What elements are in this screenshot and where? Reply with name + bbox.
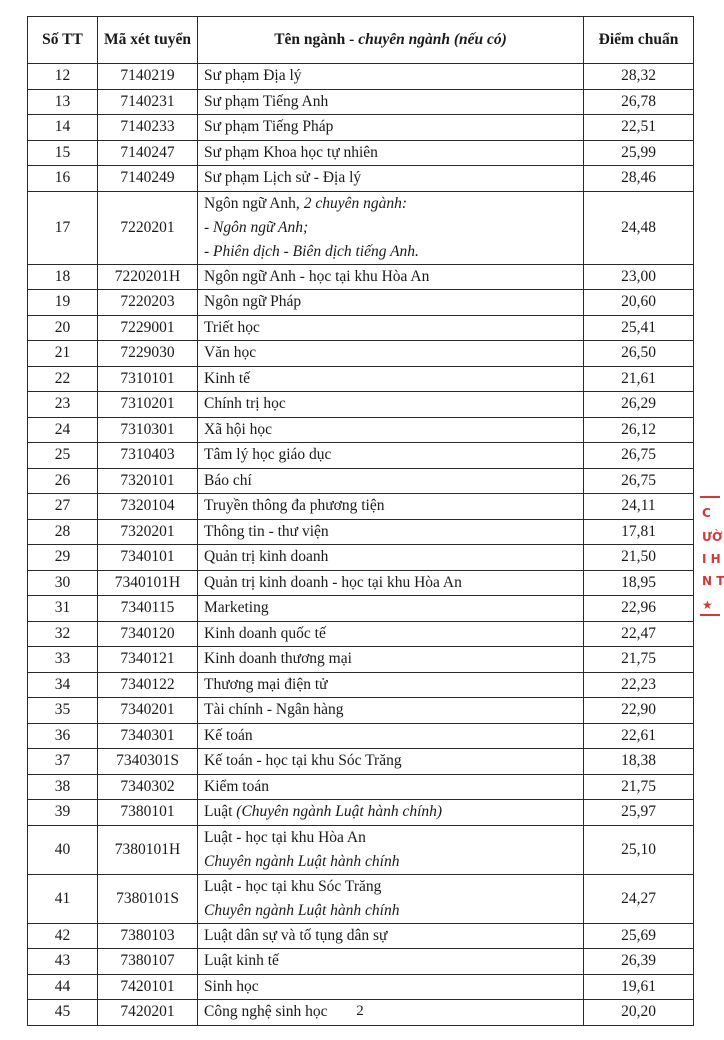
- major-name-line: [204, 265, 577, 289]
- major-name-line: [204, 647, 577, 671]
- table-row: [28, 140, 694, 166]
- row-code: 7340120: [98, 621, 198, 647]
- major-name-line: [204, 775, 577, 799]
- major-name-text: Ngôn ngữ Anh,: [204, 194, 304, 212]
- major-name-line: [204, 571, 577, 595]
- row-code: 7340122: [98, 672, 198, 698]
- major-name-line: [204, 698, 577, 722]
- row-code: 7380101S: [98, 874, 198, 923]
- major-name-text: Tài chính - Ngân hàng: [204, 701, 344, 719]
- row-major-name: [198, 672, 584, 698]
- row-index: 41: [28, 874, 98, 923]
- major-name-text: Xã hội học: [204, 420, 273, 438]
- row-cutoff-score: 21,61: [584, 366, 694, 392]
- major-name-text: Kinh doanh quốc tế: [204, 624, 326, 642]
- table-row: [28, 874, 694, 923]
- row-major-name: [198, 264, 584, 290]
- row-index: 12: [28, 64, 98, 90]
- row-major-name: [198, 64, 584, 90]
- table-row: [28, 974, 694, 1000]
- row-major-name: [198, 392, 584, 418]
- row-code: 7320104: [98, 494, 198, 520]
- row-index: 43: [28, 949, 98, 975]
- major-name-line: [204, 975, 577, 999]
- row-cutoff-score: 25,69: [584, 923, 694, 949]
- header-major-name-italic: chuyên ngành (nếu có): [358, 31, 507, 48]
- row-cutoff-score: 21,50: [584, 545, 694, 571]
- row-major-name: [198, 115, 584, 141]
- specialization-line: Chuyên ngành Luật hành chính: [204, 901, 400, 919]
- row-major-name: [198, 315, 584, 341]
- row-index: 28: [28, 519, 98, 545]
- table-row: [28, 392, 694, 418]
- row-code: 7340302: [98, 774, 198, 800]
- row-major-name: [198, 468, 584, 494]
- row-index: 44: [28, 974, 98, 1000]
- major-name-text: Tâm lý học giáo dục: [204, 446, 332, 464]
- row-cutoff-score: 25,97: [584, 800, 694, 826]
- major-name-text: Kinh doanh thương mại: [204, 650, 352, 668]
- major-name-text: Quản trị kinh doanh - học tại khu Hòa An: [204, 573, 462, 591]
- major-name-text: Truyền thông đa phương tiện: [204, 497, 385, 515]
- row-index: 20: [28, 315, 98, 341]
- major-name-line: [204, 749, 577, 773]
- row-index: 22: [28, 366, 98, 392]
- row-index: 36: [28, 723, 98, 749]
- table-row: [28, 494, 694, 520]
- table-row: [28, 264, 694, 290]
- stamp-lettering: C: [702, 506, 711, 520]
- major-name-line: [204, 418, 577, 442]
- row-major-name: [198, 494, 584, 520]
- row-cutoff-score: 24,11: [584, 494, 694, 520]
- major-name-line: [204, 875, 577, 899]
- row-code: 7380101: [98, 800, 198, 826]
- row-code: 7140249: [98, 166, 198, 192]
- admission-score-table: [27, 16, 694, 1026]
- row-major-name: [198, 698, 584, 724]
- table-row: [28, 64, 694, 90]
- row-index: 38: [28, 774, 98, 800]
- row-index: 23: [28, 392, 98, 418]
- row-cutoff-score: 22,23: [584, 672, 694, 698]
- table-row: [28, 774, 694, 800]
- major-name-line: [204, 800, 577, 824]
- row-code: 7340101: [98, 545, 198, 571]
- row-index: 40: [28, 825, 98, 874]
- row-major-name: [198, 774, 584, 800]
- row-cutoff-score: 21,75: [584, 774, 694, 800]
- major-name-text: Luật: [204, 803, 237, 821]
- row-cutoff-score: 28,32: [584, 64, 694, 90]
- major-name-line: [204, 115, 577, 139]
- major-name-text: Sinh học: [204, 977, 259, 995]
- major-name-text: Chính trị học: [204, 395, 286, 413]
- row-index: 37: [28, 749, 98, 775]
- row-major-name: [198, 443, 584, 469]
- row-code: 7310301: [98, 417, 198, 443]
- major-name-line: [204, 924, 577, 948]
- major-name-text: Sư phạm Tiếng Anh: [204, 92, 329, 110]
- row-major-name: [198, 596, 584, 622]
- row-code: 7340101H: [98, 570, 198, 596]
- stamp-rule: [700, 496, 720, 498]
- table-row: [28, 290, 694, 316]
- table-row: [28, 647, 694, 673]
- row-index: 42: [28, 923, 98, 949]
- row-index: 31: [28, 596, 98, 622]
- row-code: 7340115: [98, 596, 198, 622]
- row-index: 33: [28, 647, 98, 673]
- row-code: 7320101: [98, 468, 198, 494]
- major-name-line: [204, 826, 577, 850]
- major-name-text: Sư phạm Địa lý: [204, 67, 302, 85]
- row-major-name: [198, 341, 584, 367]
- row-major-name: [198, 545, 584, 571]
- table-row: [28, 749, 694, 775]
- row-cutoff-score: 17,81: [584, 519, 694, 545]
- major-name-line: [204, 596, 577, 620]
- row-code: 7220201: [98, 191, 198, 264]
- row-major-name: [198, 166, 584, 192]
- major-name-text: Sư phạm Lịch sử - Địa lý: [204, 169, 362, 187]
- major-name-line: [204, 443, 577, 467]
- header-major-name-main: Tên ngành -: [274, 31, 359, 48]
- row-major-name: [198, 874, 584, 923]
- row-major-name: [198, 366, 584, 392]
- row-code: 7340301: [98, 723, 198, 749]
- table-row: [28, 315, 694, 341]
- major-name-text: Kế toán: [204, 726, 253, 744]
- row-index: 26: [28, 468, 98, 494]
- stamp-lettering: ƯỜ: [702, 530, 723, 544]
- major-name-italic-text: 2 chuyên ngành:: [303, 194, 407, 212]
- table-row: [28, 825, 694, 874]
- major-name-line: [204, 367, 577, 391]
- row-code: 7140233: [98, 115, 198, 141]
- row-code: 7320201: [98, 519, 198, 545]
- row-code: 7310201: [98, 392, 198, 418]
- major-name-text: Luật dân sự và tố tụng dân sự: [204, 926, 388, 944]
- row-index: 45: [28, 1000, 98, 1026]
- row-cutoff-score: 25,41: [584, 315, 694, 341]
- stamp-lettering: N T: [702, 574, 724, 588]
- table-header-row: [28, 17, 694, 64]
- row-cutoff-score: 20,20: [584, 1000, 694, 1026]
- row-cutoff-score: 25,99: [584, 140, 694, 166]
- major-name-line: [204, 166, 577, 190]
- row-major-name: [198, 191, 584, 264]
- row-cutoff-score: 26,78: [584, 89, 694, 115]
- header-score: Điểm chuẩn: [584, 17, 694, 64]
- major-name-text: Ngôn ngữ Pháp: [204, 293, 302, 311]
- row-code: 7229030: [98, 341, 198, 367]
- major-name-line: [204, 392, 577, 416]
- table-row: [28, 89, 694, 115]
- major-name-text: Kế toán - học tại khu Sóc Trăng: [204, 752, 402, 770]
- row-major-name: [198, 647, 584, 673]
- row-cutoff-score: 18,95: [584, 570, 694, 596]
- row-major-name: [198, 519, 584, 545]
- major-name-text: Văn học: [204, 344, 257, 362]
- row-code: 7220201H: [98, 264, 198, 290]
- major-name-text: Marketing: [204, 599, 269, 617]
- row-cutoff-score: 23,00: [584, 264, 694, 290]
- major-name-text: Sư phạm Tiếng Pháp: [204, 118, 334, 136]
- row-code: 7310403: [98, 443, 198, 469]
- table-row: [28, 191, 694, 264]
- major-name-text: Luật - học tại khu Sóc Trăng: [204, 877, 382, 895]
- major-name-text: Công nghệ sinh học: [204, 1003, 328, 1021]
- table-row: [28, 723, 694, 749]
- header-index: Số TT: [28, 17, 98, 64]
- row-major-name: [198, 140, 584, 166]
- row-cutoff-score: 22,47: [584, 621, 694, 647]
- row-cutoff-score: 22,51: [584, 115, 694, 141]
- row-cutoff-score: 22,96: [584, 596, 694, 622]
- row-index: 17: [28, 191, 98, 264]
- row-cutoff-score: 26,75: [584, 468, 694, 494]
- row-code: 7140231: [98, 89, 198, 115]
- row-cutoff-score: 26,12: [584, 417, 694, 443]
- major-name-line: [204, 192, 577, 216]
- row-code: 7380103: [98, 923, 198, 949]
- row-index: 19: [28, 290, 98, 316]
- row-code: 7340121: [98, 647, 198, 673]
- row-code: 7420201: [98, 1000, 198, 1026]
- major-name-line: [204, 469, 577, 493]
- major-name-line: [204, 90, 577, 114]
- major-name-text: Ngôn ngữ Anh - học tại khu Hòa An: [204, 267, 430, 285]
- table-row: [28, 698, 694, 724]
- row-index: 13: [28, 89, 98, 115]
- major-name-line: [204, 520, 577, 544]
- row-cutoff-score: 19,61: [584, 974, 694, 1000]
- row-major-name: [198, 974, 584, 1000]
- row-code: 7340301S: [98, 749, 198, 775]
- row-code: 7340201: [98, 698, 198, 724]
- row-code: 7220203: [98, 290, 198, 316]
- row-major-name: [198, 749, 584, 775]
- row-cutoff-score: 22,61: [584, 723, 694, 749]
- table-row: [28, 923, 694, 949]
- table-row: [28, 468, 694, 494]
- row-major-name: [198, 825, 584, 874]
- table-row: [28, 570, 694, 596]
- row-cutoff-score: 24,48: [584, 191, 694, 264]
- row-major-name: [198, 923, 584, 949]
- row-cutoff-score: 25,10: [584, 825, 694, 874]
- table-row: [28, 800, 694, 826]
- row-index: 29: [28, 545, 98, 571]
- row-index: 18: [28, 264, 98, 290]
- row-cutoff-score: 26,29: [584, 392, 694, 418]
- row-code: 7310101: [98, 366, 198, 392]
- row-code: 7380107: [98, 949, 198, 975]
- table-body: [28, 64, 694, 1026]
- stamp-lettering: ★: [702, 598, 713, 612]
- major-name-line: [204, 724, 577, 748]
- major-name-line: [204, 673, 577, 697]
- row-index: 14: [28, 115, 98, 141]
- major-name-text: Kinh tế: [204, 369, 251, 387]
- major-name-line: [204, 545, 577, 569]
- row-major-name: [198, 621, 584, 647]
- row-cutoff-score: 20,60: [584, 290, 694, 316]
- row-code: 7140219: [98, 64, 198, 90]
- major-name-text: Quản trị kinh doanh: [204, 548, 329, 566]
- table-row: [28, 949, 694, 975]
- header-major-name: [198, 17, 584, 64]
- row-major-name: [198, 570, 584, 596]
- row-index: 39: [28, 800, 98, 826]
- row-cutoff-score: 24,27: [584, 874, 694, 923]
- row-cutoff-score: 18,38: [584, 749, 694, 775]
- major-name-text: Báo chí: [204, 471, 252, 489]
- row-index: 16: [28, 166, 98, 192]
- specialization-line: Chuyên ngành Luật hành chính: [204, 852, 400, 870]
- table-row: [28, 672, 694, 698]
- row-major-name: [198, 949, 584, 975]
- major-name-italic-text: (Chuyên ngành Luật hành chính): [236, 803, 443, 821]
- major-name-text: Kiểm toán: [204, 777, 269, 795]
- red-seal-stamp-edge: [698, 488, 724, 628]
- table-row: [28, 621, 694, 647]
- row-code: 7420101: [98, 974, 198, 1000]
- major-name-line: [204, 949, 577, 973]
- major-name-line: [204, 316, 577, 340]
- table-row: [28, 417, 694, 443]
- row-cutoff-score: 28,46: [584, 166, 694, 192]
- row-index: 27: [28, 494, 98, 520]
- row-index: 30: [28, 570, 98, 596]
- major-name-text: Triết học: [204, 318, 260, 336]
- table-row: [28, 545, 694, 571]
- row-index: 25: [28, 443, 98, 469]
- row-cutoff-score: 26,75: [584, 443, 694, 469]
- row-major-name: [198, 723, 584, 749]
- row-index: 35: [28, 698, 98, 724]
- row-major-name: [198, 290, 584, 316]
- major-name-text: Sư phạm Khoa học tự nhiên: [204, 143, 378, 161]
- major-name-line: [204, 341, 577, 365]
- major-name-text: Thông tin - thư viện: [204, 522, 329, 540]
- table-row: [28, 366, 694, 392]
- row-cutoff-score: 21,75: [584, 647, 694, 673]
- row-index: 21: [28, 341, 98, 367]
- table-row: [28, 443, 694, 469]
- row-code: 7140247: [98, 140, 198, 166]
- row-index: 15: [28, 140, 98, 166]
- major-name-line: [204, 494, 577, 518]
- table-row: [28, 596, 694, 622]
- row-cutoff-score: 22,90: [584, 698, 694, 724]
- major-name-text: Luật kinh tế: [204, 952, 279, 970]
- major-name-text: Thương mại điện tử: [204, 675, 328, 693]
- table-row: [28, 166, 694, 192]
- major-name-line: [204, 622, 577, 646]
- major-name-line: [204, 290, 577, 314]
- major-name-line: [204, 64, 577, 88]
- page-number: 2: [356, 1003, 364, 1019]
- table-row: [28, 519, 694, 545]
- specialization-line: - Ngôn ngữ Anh;: [204, 218, 309, 236]
- stamp-rule: [700, 614, 720, 616]
- row-cutoff-score: 26,39: [584, 949, 694, 975]
- row-major-name: [198, 417, 584, 443]
- row-cutoff-score: 26,50: [584, 341, 694, 367]
- stamp-lettering: I H: [702, 552, 721, 566]
- row-index: 34: [28, 672, 98, 698]
- row-index: 24: [28, 417, 98, 443]
- row-index: 32: [28, 621, 98, 647]
- header-code: Mã xét tuyển: [98, 17, 198, 64]
- row-code: 7229001: [98, 315, 198, 341]
- row-major-name: [198, 800, 584, 826]
- major-name-text: Luật - học tại khu Hòa An: [204, 828, 366, 846]
- specialization-line: - Phiên dịch - Biên dịch tiếng Anh.: [204, 242, 419, 260]
- table-row: [28, 115, 694, 141]
- row-major-name: [198, 89, 584, 115]
- major-name-line: [204, 141, 577, 165]
- table-row: [28, 341, 694, 367]
- row-code: 7380101H: [98, 825, 198, 874]
